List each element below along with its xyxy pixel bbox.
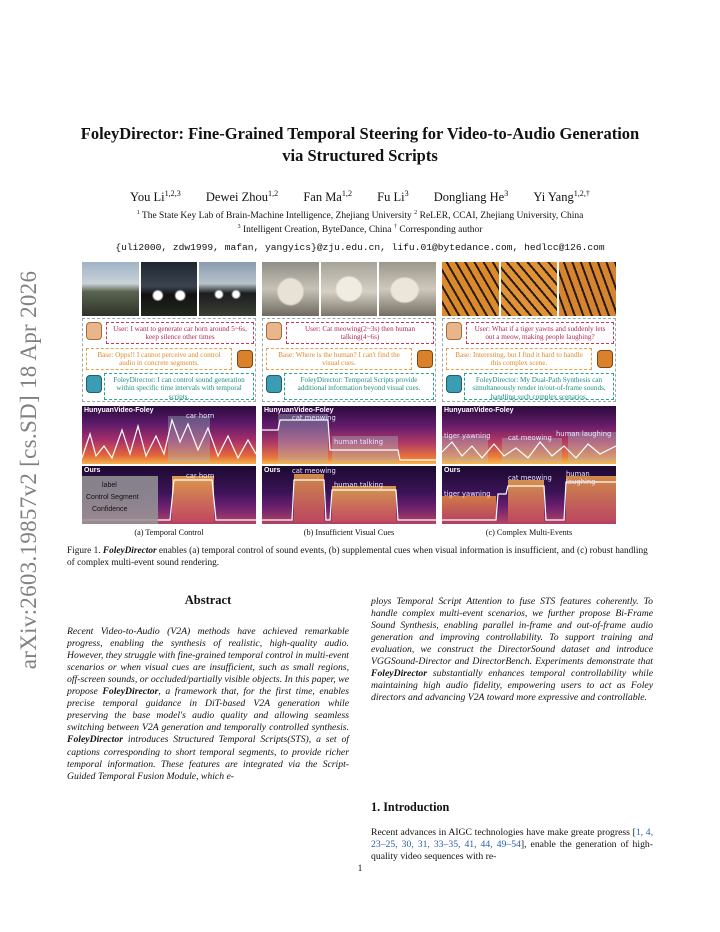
video-frames xyxy=(82,262,256,316)
user-bubble: User: What if a tiger yawns and suddenly lets out a meow, making people laughing? xyxy=(466,322,614,344)
author: Fu Li$^3$ xyxy=(377,189,409,205)
arxiv-stamp xyxy=(12,250,46,690)
author: Fan Ma$^{1,2}$ xyxy=(303,189,352,205)
robot-avatar-icon xyxy=(597,350,613,368)
spectrogram-label: Ours xyxy=(444,467,461,474)
panel-insufficient-visual-cues xyxy=(262,262,436,539)
confidence-curve xyxy=(82,406,256,464)
event-label: tiger yawning xyxy=(444,432,491,440)
title-line-1: FoleyDirector: Fine-Grained Temporal Steering for Video-to-Audio Generation xyxy=(80,124,640,143)
legend-label: label xyxy=(102,482,117,489)
event-label: human laughing xyxy=(556,430,612,438)
event-label: tiger yawning xyxy=(444,490,491,498)
robot-avatar-icon xyxy=(237,350,253,368)
spectrogram-label: HunyuanVideo-Foley xyxy=(84,407,154,414)
tiger-frame-image xyxy=(501,262,558,316)
abstract-section xyxy=(67,594,349,783)
event-label: human laughing xyxy=(566,470,596,486)
event-label: cat meowing xyxy=(292,414,336,422)
base-bubble: Base: Interesting, but I find it hard to handle this complex scene. xyxy=(446,348,592,370)
panel-temporal-control xyxy=(82,262,256,539)
cat-frame-image xyxy=(379,262,436,316)
author-list xyxy=(60,189,660,205)
cat-frame-image xyxy=(321,262,378,316)
affiliation-line-2: $^3$ Intelligent Creation, ByteDance, China † Corresponding author xyxy=(237,224,483,236)
event-label: cat meowing xyxy=(508,434,552,442)
figure-1 xyxy=(82,262,634,539)
author: You Li$^{1,2,3}$ xyxy=(130,189,181,205)
user-avatar-icon xyxy=(86,322,102,340)
legend-confidence: Confidence xyxy=(92,506,128,513)
base-bubble: Base: Where is the human? I can't find the visual cues. xyxy=(266,348,412,370)
page-number: 1 xyxy=(357,864,363,874)
spectrogram-label: Ours xyxy=(84,467,101,474)
ours-spectrogram xyxy=(82,466,256,524)
abstract-heading: Abstract xyxy=(184,593,232,607)
author: Dongliang He$^3$ xyxy=(433,189,509,205)
base-bubble: Base: Opps!! I cannot perceive and control audio in concrete segments. xyxy=(86,348,232,370)
confidence-curve xyxy=(262,406,436,464)
abstract-text-left: Recent Video-to-Audio (V2A) methods have achieved remarkable progress, enabling the synthesis of realistic, high-quality audio. However, they struggle with fine-grained temporal control in multi-event scenarios or when visual cues are insufficient, such as small regions, off-screen sounds, or occluded/partially visible objects. In this paper, we propose FoleyDirector, a framework that, for the first time, enables precise temporal guidance in DiT-based V2A generation while preserving the base model's audio quality and allowing seamless switching between V2A generation and temporally controlled synthesis. FoleyDirector introduces Structured Temporal Scripts(STS), a set of captions corresponding to short temporal segments, to provide richer temporal information. These features are integrated via the Script-Guided Temporal Fusion Module, which e- xyxy=(67,626,350,782)
event-label: human talking xyxy=(334,481,384,489)
affiliation-line-1: $^1$ The State Key Lab of Brain-Machine Intelligence, Zhejiang University $^2$ ReLER, CCAI, Zhejiang University, China xyxy=(136,210,584,222)
spectrogram-label: HunyuanVideo-Foley xyxy=(264,407,334,414)
car-frame-image xyxy=(199,262,256,316)
user-bubble: User: I want to generate car horn around 5~6s, keep silence other times xyxy=(106,322,254,344)
event-label: car horn xyxy=(186,412,215,420)
foley-bubble: FoleyDirector: Temporal Scripts provide additional information beyond visual cues. xyxy=(284,373,434,400)
spectrogram-label: Ours xyxy=(264,467,281,474)
car-frame-image xyxy=(141,262,198,316)
ours-spectrogram xyxy=(262,466,436,524)
foley-bubble: FoleyDirector: My Dual-Path Synthesis can simultaneously render in/out-of-frame sounds, handling such complex scenarios. xyxy=(464,373,614,400)
director-avatar-icon xyxy=(446,375,462,393)
confidence-curve xyxy=(262,466,436,524)
user-bubble: User: Cat meowing(2~3s) then human talking(4~6s) xyxy=(286,322,434,344)
subfigure-caption: (c) Complex Multi-Events xyxy=(485,528,573,537)
event-label: car horn xyxy=(186,472,215,480)
figure-caption: Figure 1. FoleyDirector enables (a) temporal control of sound events, (b) supplemental cues when visual information is insufficient, and (c) robust handling of complex multi-event sound rendering. xyxy=(67,546,648,568)
subfigure-caption: (a) Temporal Control xyxy=(134,528,204,537)
author: Dewei Zhou$^{1,2}$ xyxy=(205,189,279,205)
foley-bubble: FoleyDirector: I can control sound generation within specific time intervals with temporal scripts. xyxy=(104,373,254,400)
director-avatar-icon xyxy=(86,375,102,393)
event-label: cat meowing xyxy=(508,474,552,482)
event-label: human talking xyxy=(334,438,384,446)
legend-control-segment: Control Segment xyxy=(86,494,139,501)
tiger-frame-image xyxy=(559,262,616,316)
title-line-2: via Structured Scripts xyxy=(282,146,438,165)
event-label: cat meowing xyxy=(292,467,336,475)
spectrogram-label: HunyuanVideo-Foley xyxy=(444,407,514,414)
introduction-heading: 1. Introduction xyxy=(371,800,450,814)
car-frame-image xyxy=(82,262,139,316)
paper-title xyxy=(60,123,660,167)
director-avatar-icon xyxy=(266,375,282,393)
panel-complex-multi-events xyxy=(442,262,616,539)
ours-spectrogram xyxy=(442,466,616,524)
tiger-frame-image xyxy=(442,262,499,316)
robot-avatar-icon xyxy=(417,350,433,368)
introduction-text: Recent advances in AIGC technologies have make greate progress [1, 4, 23–25, 30, 31, 33–35, 41, 44, 49–54], enable the generation of high-quality video sequences with re- xyxy=(371,827,654,863)
subfigure-caption: (b) Insufficient Visual Cues xyxy=(303,528,395,537)
abstract-continuation xyxy=(371,596,653,704)
cat-frame-image xyxy=(262,262,319,316)
video-frames xyxy=(442,262,616,316)
abstract-text-right: ploys Temporal Script Attention to fuse STS features coherently. To handle complex multi-event scenarios, we further propose Bi-Frame Sound Synthesis, enabling parallel in-frame and out-of-frame audio generation and improving controllability. To support training and evaluation, we construct the DirectorSound dataset and introduce VGGSound-Director and DirectorBench. Experiments demonstrate that FoleyDirector substantially enhances temporal controllability while maintaining high audio fidelity, empowering users to act as Foley directors and advancing V2A toward more expressive and controllable. xyxy=(371,596,653,704)
author: Yi Yang$^{1,2,\dagger}$ xyxy=(533,189,590,205)
arxiv-id: arXiv:2603.19857v2 [cs.SD] 18 Apr 2026 xyxy=(16,270,41,670)
abstract-text-part: introduces Structured Temporal Scripts(STS), a set of captions corresponding to short temporal segments, to provide richer temporal information. These features are integrated via the Script-Guided Temporal Fusion Module, which e- xyxy=(67,734,349,782)
baseline-spectrogram xyxy=(442,406,616,464)
author-emails: {uli2000, zdw1999, mafan, yangyics}@zju.edu.cn, lifu.01@bytedance.com, hedlcc@126.com xyxy=(115,242,605,253)
abstract-text-part: ploys Temporal Script Attention to fuse STS features coherently. To handle complex multi-event scenarios, we further propose Bi-Frame Sound Synthesis, enabling parallel in-frame and out-of-frame audio generation and improving controllability. To support training and evaluation, we construct the DirectorSound dataset and introduce VGGSound-Director and DirectorBench. Experiments demonstrate that xyxy=(371,596,653,668)
video-frames xyxy=(262,262,436,316)
baseline-spectrogram xyxy=(262,406,436,464)
citation-links[interactable]: 1, 4, 23–25, 30, 31, 33–35, 41, 44, 49–54 xyxy=(371,827,654,851)
baseline-spectrogram xyxy=(82,406,256,464)
user-avatar-icon xyxy=(266,322,282,340)
user-avatar-icon xyxy=(446,322,462,340)
